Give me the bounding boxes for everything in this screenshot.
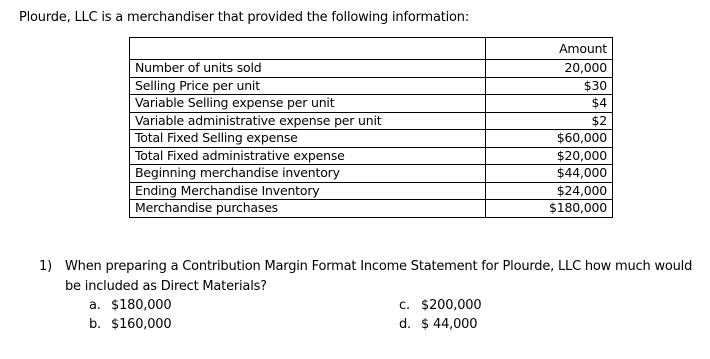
row-label: Variable administrative expense per unit bbox=[130, 112, 486, 130]
row-label: Number of units sold bbox=[130, 60, 486, 78]
table-row bbox=[130, 112, 613, 130]
row-label: Total Fixed Selling expense bbox=[130, 130, 486, 148]
row-amount: $180,000 bbox=[485, 200, 612, 218]
table-header-row bbox=[130, 38, 613, 60]
option-a[interactable] bbox=[89, 298, 171, 313]
row-label: Merchandise purchases bbox=[130, 200, 486, 218]
option-d[interactable] bbox=[399, 317, 477, 332]
row-amount: $24,000 bbox=[485, 182, 612, 200]
option-letter: a. bbox=[89, 298, 101, 313]
row-label: Beginning merchandise inventory bbox=[130, 165, 486, 183]
table-row bbox=[130, 182, 613, 200]
row-amount: $4 bbox=[485, 95, 612, 113]
option-letter: c. bbox=[399, 298, 410, 313]
row-amount: $60,000 bbox=[485, 130, 612, 148]
option-letter: b. bbox=[89, 317, 101, 332]
table-row bbox=[130, 77, 613, 95]
table-row bbox=[130, 60, 613, 78]
question-number: 1) bbox=[39, 259, 52, 274]
row-label: Total Fixed administrative expense bbox=[130, 147, 486, 165]
table-row bbox=[130, 147, 613, 165]
row-amount: $30 bbox=[485, 77, 612, 95]
row-label: Ending Merchandise Inventory bbox=[130, 182, 486, 200]
table-row bbox=[130, 200, 613, 218]
row-label: Variable Selling expense per unit bbox=[130, 95, 486, 113]
intro-text: Plourde, LLC is a merchandiser that provided the following information: bbox=[19, 10, 469, 25]
info-table bbox=[129, 37, 613, 218]
option-c[interactable] bbox=[399, 298, 481, 313]
option-text: $ 44,000 bbox=[421, 317, 478, 332]
option-text: $200,000 bbox=[421, 298, 482, 313]
option-letter: d. bbox=[399, 317, 411, 332]
option-b[interactable] bbox=[89, 317, 171, 332]
option-text: $160,000 bbox=[111, 317, 172, 332]
row-amount: $44,000 bbox=[485, 165, 612, 183]
row-amount: 20,000 bbox=[485, 60, 612, 78]
question-text: When preparing a Contribution Margin Format Income Statement for Plourde, LLC how much would be included as Direct Materials? bbox=[65, 259, 693, 294]
header-amount: Amount bbox=[485, 38, 612, 60]
header-item bbox=[130, 38, 486, 60]
table-row bbox=[130, 95, 613, 113]
option-text: $180,000 bbox=[111, 298, 172, 313]
table-row bbox=[130, 130, 613, 148]
table-row bbox=[130, 165, 613, 183]
row-amount: $2 bbox=[485, 112, 612, 130]
row-label: Selling Price per unit bbox=[130, 77, 486, 95]
row-amount: $20,000 bbox=[485, 147, 612, 165]
